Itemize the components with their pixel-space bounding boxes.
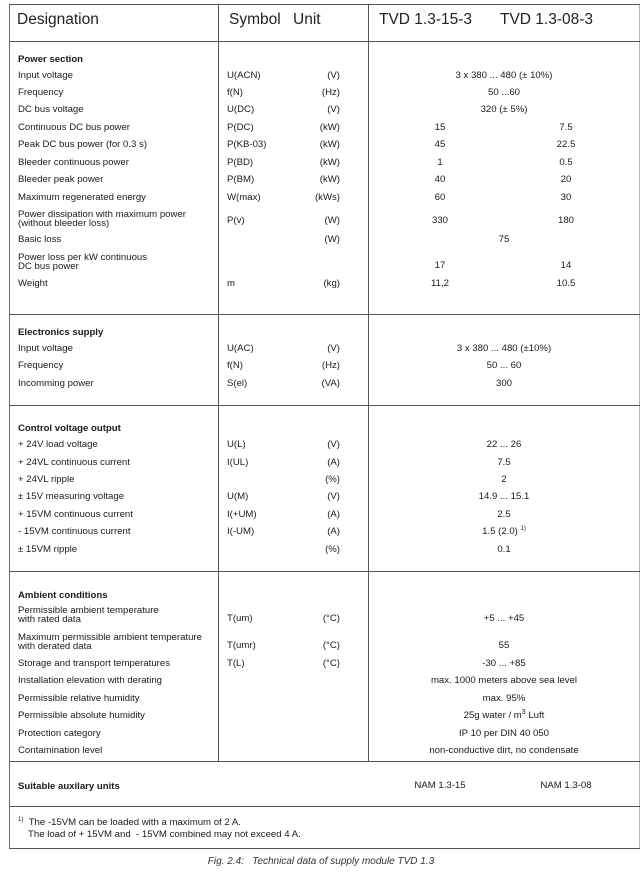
value [376, 71, 632, 81]
value-text: 3 x 380 ... 480 (±10%) [456, 343, 552, 354]
value [376, 475, 632, 485]
designation: Weight [18, 278, 48, 289]
symbol: W(max) [227, 192, 261, 203]
value-model-1: 17 [434, 260, 446, 271]
divider [9, 314, 640, 315]
designation-line-1: Power loss per kW continuous [18, 252, 148, 263]
value [376, 361, 632, 371]
value-part: Luft [525, 710, 545, 721]
unit: (W) [324, 234, 340, 245]
symbol: P(KB-03) [227, 139, 267, 150]
symbol: P(DC) [227, 122, 254, 133]
designation: + 24VL continuous current [18, 457, 130, 468]
designation-line-2: DC bus power [18, 261, 79, 272]
value-text: non-conductive dirt, no condensate [429, 745, 579, 756]
section-title-electronics: Electronics supply [18, 327, 104, 338]
value-text: 300 [495, 378, 512, 389]
value-model-2: 0.5 [559, 157, 573, 168]
designation: Storage and transport temperatures [18, 658, 170, 669]
designation: + 24V load voltage [18, 439, 98, 450]
value [376, 235, 632, 245]
value-model-2: 180 [557, 215, 574, 226]
footnote-ref: 1) [520, 525, 526, 532]
value-text: 22 ... 26 [486, 439, 522, 450]
unit: (Hz) [321, 360, 340, 371]
value-part: 25g water / m [463, 710, 522, 721]
value-text: 14.9 ... 15.1 [478, 491, 530, 502]
value-model-2: 20 [560, 174, 572, 185]
designation: Maximum regenerated energy [18, 192, 146, 203]
symbol: f(N) [227, 360, 243, 371]
footnote-line-2: The load of + 15VM and - 15VM combined may not exceed 4 A. [28, 829, 301, 840]
symbol: T(L) [227, 658, 245, 669]
designation: ± 15V measuring voltage [18, 491, 125, 502]
unit: (Hz) [321, 87, 340, 98]
designation-line-1: Maximum permissible ambient temperature [18, 632, 202, 643]
aux-unit-1: NAM 1.3-15 [414, 780, 466, 791]
value [376, 545, 632, 555]
value-model-2: 7.5 [559, 122, 573, 133]
value [376, 344, 632, 354]
value [376, 105, 632, 115]
divider [9, 571, 640, 572]
header-model-2: TVD 1.3-08-3 [500, 11, 594, 28]
divider [9, 405, 640, 406]
designation: Input voltage [18, 70, 73, 81]
designation: Basic loss [18, 234, 62, 245]
designation: Permissible relative humidity [18, 693, 140, 704]
value-text: 50 ... 60 [486, 360, 522, 371]
designation-line-2: with derated data [18, 641, 92, 652]
footnote [18, 817, 301, 841]
unit: (%) [325, 544, 340, 555]
value-text: 75 [498, 234, 510, 245]
designation: Frequency [18, 360, 64, 371]
section-title-power: Power section [18, 54, 84, 65]
unit: (A) [327, 526, 340, 537]
unit: (V) [327, 491, 340, 502]
value-text: max. 1000 meters above sea level [430, 675, 578, 686]
value-text: 50 ...60 [487, 87, 520, 98]
value-text: 320 (± 5%) [480, 104, 528, 115]
value-text: 2.5 [497, 509, 511, 520]
designation: + 24VL ripple [18, 474, 75, 485]
value [376, 746, 632, 756]
value-model-2: 10.5 [556, 278, 576, 289]
unit: (A) [327, 457, 340, 468]
designation: Continuous DC bus power [18, 122, 130, 133]
value-text: IP 10 per DIN 40 050 [459, 728, 549, 739]
designation: Input voltage [18, 343, 73, 354]
unit: (kW) [319, 174, 340, 185]
designation: DC bus voltage [18, 104, 84, 115]
unit: (A) [327, 509, 340, 520]
symbol: U(DC) [227, 104, 255, 115]
divider [9, 41, 640, 42]
value-text: 2 [501, 474, 507, 485]
aux-unit-2: NAM 1.3-08 [540, 780, 592, 791]
value [376, 614, 632, 624]
value-text: +5 ... +45 [483, 613, 525, 624]
value-text: 7.5 [497, 457, 511, 468]
value-model-1: 1 [437, 157, 443, 168]
symbol: U(ACN) [227, 70, 261, 81]
header-designation: Designation [17, 11, 99, 28]
value-model-1: 11,2 [431, 278, 449, 289]
symbol: S(el) [227, 378, 248, 389]
value-text: 0.1 [497, 544, 511, 555]
value-text: 3 x 380 ... 480 (± 10%) [455, 70, 553, 81]
designation: - 15VM continuous current [18, 526, 131, 537]
value [376, 379, 632, 389]
section-title-aux: Suitable auxilary units [18, 781, 120, 792]
divider [9, 848, 640, 849]
designation-line-2: with rated data [18, 614, 81, 625]
designation: ± 15VM ripple [18, 544, 78, 555]
designation: Contamination level [18, 745, 103, 756]
designation: Installation elevation with derating [18, 675, 162, 686]
unit: (°C) [322, 658, 340, 669]
value [376, 659, 632, 669]
symbol: I(UL) [227, 457, 249, 468]
designation: Bleeder continuous power [18, 157, 129, 168]
value-model-1: 45 [434, 139, 446, 150]
column-divider [218, 4, 219, 761]
value-model-2: 22.5 [556, 139, 576, 150]
value-model-2: 14 [560, 260, 572, 271]
unit: (V) [327, 70, 340, 81]
designation: Permissible absolute humidity [18, 710, 145, 721]
value-model-2: 30 [560, 192, 572, 203]
value-model-1: 60 [434, 192, 446, 203]
value-text: 1.5 (2.0) [482, 526, 518, 537]
unit: (V) [327, 343, 340, 354]
unit: (VA) [321, 378, 340, 389]
designation: Protection category [18, 728, 101, 739]
header-model-1: TVD 1.3-15-3 [379, 11, 473, 28]
unit: (kW) [319, 157, 340, 168]
unit: (°C) [322, 640, 340, 651]
unit: (kW) [319, 139, 340, 150]
value-model-1: 330 [431, 215, 448, 226]
symbol: U(M) [227, 491, 249, 502]
unit: (%) [325, 474, 340, 485]
symbol: T(um) [227, 613, 253, 624]
unit: (V) [327, 104, 340, 115]
unit: (kW) [319, 122, 340, 133]
value [376, 694, 632, 704]
symbol: U(L) [227, 439, 246, 450]
divider [9, 761, 640, 762]
value [376, 708, 632, 721]
header-unit: Unit [293, 11, 321, 28]
value-part: 3 [521, 708, 526, 716]
value [376, 492, 632, 502]
symbol: f(N) [227, 87, 243, 98]
value-text: -30 ... +85 [482, 658, 526, 669]
symbol: U(AC) [227, 343, 254, 354]
designation: Frequency [18, 87, 64, 98]
designation-line-1: Permissible ambient temperature [18, 605, 159, 616]
designation: + 15VM continuous current [18, 509, 133, 520]
divider [9, 4, 640, 5]
symbol: P(v) [227, 215, 245, 226]
value [376, 729, 632, 739]
designation-line-1: Power dissipation with maximum power [18, 209, 186, 220]
designation-line-2: (without bleeder loss) [18, 218, 110, 229]
symbol: T(umr) [227, 640, 256, 651]
designation: Bleeder peak power [18, 174, 104, 185]
symbol: m [227, 278, 235, 289]
unit: (V) [327, 439, 340, 450]
symbol: I(+UM) [227, 509, 257, 520]
symbol: P(BD) [227, 157, 254, 168]
designation: Incomming power [18, 378, 94, 389]
divider [9, 806, 640, 807]
footnote-line-1: The -15VM can be loaded with a maximum of 2 A. [28, 817, 241, 828]
footnote-marker: 1) [18, 816, 24, 823]
designation: Peak DC bus power (for 0.3 s) [18, 139, 148, 150]
header-symbol: Symbol [229, 11, 281, 28]
value [376, 527, 632, 537]
figure-caption: Fig. 2.4: Technical data of supply module TVD 1.3 [207, 856, 435, 867]
column-divider [368, 4, 369, 761]
symbol: I(-UM) [227, 526, 255, 537]
value [376, 440, 632, 450]
section-title-control: Control voltage output [18, 423, 121, 434]
unit: (W) [324, 215, 340, 226]
value [376, 458, 632, 468]
value-text: max. 95% [482, 693, 526, 704]
unit: (°C) [322, 613, 340, 624]
unit: (kWs) [314, 192, 340, 203]
value [376, 88, 632, 98]
value-model-1: 40 [434, 174, 446, 185]
value [376, 641, 632, 651]
value-model-1: 15 [434, 122, 446, 133]
value [376, 510, 632, 520]
value-text: 55 [498, 640, 510, 651]
symbol: P(BM) [227, 174, 255, 185]
unit: (kg) [323, 278, 340, 289]
section-title-ambient: Ambient conditions [18, 590, 108, 601]
value [376, 676, 632, 686]
